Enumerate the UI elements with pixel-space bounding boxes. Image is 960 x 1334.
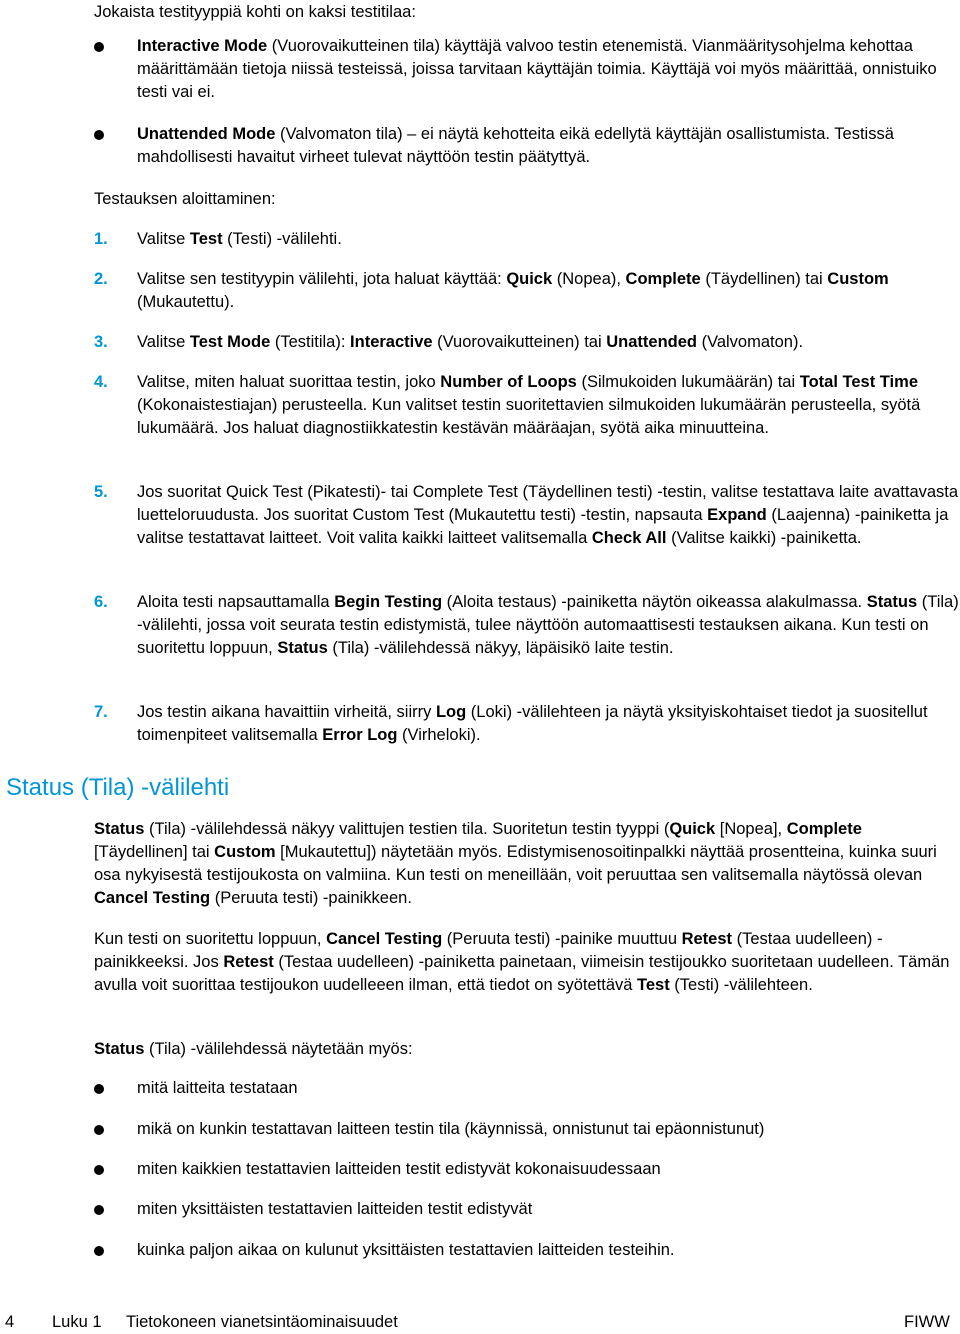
text-run: Aloita testi napsauttamalla [137, 593, 335, 611]
text-run: (Tila) -välilehdessä näytetään myös: [144, 1040, 413, 1058]
text-run: Valitse, miten haluat suorittaa testin, joko [137, 373, 441, 391]
bullet-icon [94, 1125, 104, 1135]
bold-term: Custom [214, 843, 276, 861]
page-footer [0, 1311, 960, 1333]
list-item: kuinka paljon aikaa on kulunut yksittäisten testattavien laitteiden testeihin. [137, 1241, 675, 1259]
bold-term: Interactive [350, 333, 433, 351]
bullet-icon [94, 1165, 104, 1175]
text-run: Valitse [137, 333, 190, 351]
bold-term: Test Mode [189, 333, 271, 351]
text-run: (Valvomaton). [696, 333, 804, 351]
bold-term: Custom [827, 270, 889, 288]
chapter-label: Luku 1 [52, 1313, 102, 1331]
text-run: (Testitila): [270, 333, 351, 351]
text-run: (Loki) -välilehteen ja näytä yksityiskohtaiset tiedot ja suositellut toimenpiteet valitsemalla [137, 703, 928, 744]
text-run: (Tila) -välilehdessä näkyy valittujen testien tila. Suoritetun testin tyyppi ( [144, 820, 670, 838]
text-run: Valitse sen testityypin välilehti, jota haluat käyttää: [137, 270, 507, 288]
text-run: (Laajenna) -painiketta ja valitse testattavat laitteet. Voit valita kaikki laitteet valitsemalla [137, 506, 949, 547]
text-run: Valitse [137, 230, 190, 248]
mode-text: (Vuorovaikutteinen tila) käyttäjä valvoo testin etenemistä. Vianmääritysohjelma kehottaa määrittämään tietoja niissä testeissä, joissa tarvitaan käyttäjän toimia. Käyttäjä voi myös määrittää, onnistuiko testi vai ei. [137, 37, 937, 101]
step-number: 6. [94, 593, 108, 611]
bold-term: Test [189, 230, 223, 248]
start-heading: Testauksen aloittaminen: [94, 190, 276, 208]
mode-text: (Valvomaton tila) – ei näytä kehotteita eikä edellytä käyttäjän osallistumista. Testissä mahdollisesti havaitut virheet tulevat näyttöön testin päätyttyä. [137, 125, 894, 166]
text-run: (Vuorovaikutteinen) tai [432, 333, 607, 351]
text-run: (Nopea), [552, 270, 626, 288]
text-run: [Nopea], [715, 820, 787, 838]
text-run: (Silmukoiden lukumäärän) tai [576, 373, 800, 391]
bold-term: Log [435, 703, 467, 721]
bullet-icon [94, 1084, 104, 1094]
step-number: 7. [94, 703, 108, 721]
step-text [137, 228, 960, 251]
bold-term: Status [94, 820, 145, 838]
step-text [137, 481, 960, 550]
section-heading: Status (Tila) -välilehti [6, 774, 230, 801]
bold-term: Quick [506, 270, 553, 288]
step-text [137, 371, 960, 440]
text-run: (Testaa uudelleen) -painikkeeksi. Jos [94, 930, 883, 971]
text-run: (Testaa uudelleen) -painiketta painetaan, viimeisin testijoukko suoritetaan uudelleen. Tämän avulla voit suorittaa testijoukon uudelleeen ilman, että tiedot on syötettävä [94, 953, 950, 994]
bullet-icon [94, 1205, 104, 1215]
bold-term: Complete [786, 820, 862, 838]
bold-term: Status [866, 593, 918, 611]
step-number: 2. [94, 270, 108, 288]
text-run: (Mukautettu). [137, 293, 235, 311]
list-item: miten kaikkien testattavien laitteiden testit edistyvät kokonaisuudessaan [137, 1160, 661, 1178]
mode-term: Unattended Mode [137, 125, 276, 143]
step-number: 3. [94, 333, 108, 351]
status-paragraph [94, 928, 960, 997]
step-number: 4. [94, 373, 108, 391]
step-text [137, 701, 960, 747]
bold-term: Retest [223, 953, 274, 971]
bold-term: Status [277, 639, 328, 657]
text-run: [Täydellinen] tai [94, 843, 215, 861]
bullet-icon [94, 130, 104, 140]
text-run: Jos suoritat Quick Test (Pikatesti)- tai Complete Test (Täydellinen testi) -testin, valitse testattava laite avattavasta luetteloruudusta. Jos suoritat Custom Test (Mukautettu testi) -testin, napsauta [137, 483, 959, 524]
footer-brand: FIWW [904, 1313, 950, 1331]
status-paragraph [94, 818, 960, 910]
mode-term: Interactive Mode [137, 37, 268, 55]
bullet-icon [94, 42, 104, 52]
bold-term: Unattended [606, 333, 697, 351]
bold-term: Test [637, 976, 670, 994]
bold-term: Cancel Testing [326, 930, 443, 948]
text-run: (Valitse kaikki) -painiketta. [666, 529, 862, 547]
text-run: (Tila) -välilehdessä näkyy, läpäisikö laite testin. [327, 639, 674, 657]
text-run: (Testi) -välilehti. [222, 230, 342, 248]
text-run: (Testi) -välilehteen. [669, 976, 813, 994]
bold-term: Check All [591, 529, 667, 547]
step-text [137, 591, 960, 660]
page-number: 4 [5, 1313, 15, 1331]
step-text [137, 268, 960, 314]
bold-term: Error Log [322, 726, 398, 744]
bold-term: Complete [625, 270, 701, 288]
mode-unattended [137, 123, 960, 169]
text-run: (Tila) -välilehti, jossa voit seurata testin edistymistä, tulee näyttöön automaattisesti testauksen aikana. Kun testi on suoritettu loppuun, [137, 593, 959, 657]
chapter-title: Tietokoneen vianetsintäominaisuudet [126, 1313, 398, 1331]
bold-term: Retest [681, 930, 733, 948]
text-run: (Peruuta testi) -painikkeen. [210, 889, 412, 907]
list-item: mikä on kunkin testattavan laitteen testin tila (käynnissä, onnistunut tai epäonnistunut) [137, 1120, 765, 1138]
bold-term: Cancel Testing [94, 889, 211, 907]
bold-term: Status [94, 1040, 145, 1058]
bold-term: Total Test Time [799, 373, 918, 391]
bold-term: Begin Testing [334, 593, 443, 611]
step-number: 5. [94, 483, 108, 501]
list-item: miten yksittäisten testattavien laitteiden testit edistyvät [137, 1200, 533, 1218]
bold-term: Quick [669, 820, 716, 838]
text-run: Kun testi on suoritettu loppuun, [94, 930, 327, 948]
text-run: (Kokonaistestiajan) perusteella. Kun valitset testin suoritettavien silmukoiden lukumäärän perusteella, syötä lukumäärä. Jos haluat diagnostiikkatestin kestävän määräajan, syötä aika minuutteina. [137, 396, 921, 437]
text-run: (Täydellinen) tai [700, 270, 828, 288]
text-run: (Peruuta testi) -painike muuttuu [442, 930, 682, 948]
bold-term: Number of Loops [440, 373, 577, 391]
bullet-icon [94, 1246, 104, 1256]
step-text [137, 331, 960, 354]
intro-text: Jokaista testityyppiä kohti on kaksi testitilaa: [94, 3, 416, 21]
text-run: [Mukautettu]) näytetään myös. Edistymisenosoitinpalkki näyttää prosentteina, kuinka suuri osa nykyisestä testijoukosta on valmiina. Kun testi on meneillään, voit peruuttaa sen valitsemalla näytössä olevan [94, 843, 937, 884]
list-item: mitä laitteita testataan [137, 1079, 298, 1097]
text-run: (Aloita testaus) -painiketta näytön oikeassa alakulmassa. [442, 593, 867, 611]
bold-term: Expand [707, 506, 767, 524]
status-paragraph [94, 1038, 960, 1061]
text-run: (Virheloki). [397, 726, 481, 744]
text-run: Jos testin aikana havaittiin virheitä, siirry [137, 703, 436, 721]
step-number: 1. [94, 230, 108, 248]
mode-interactive [137, 35, 960, 104]
